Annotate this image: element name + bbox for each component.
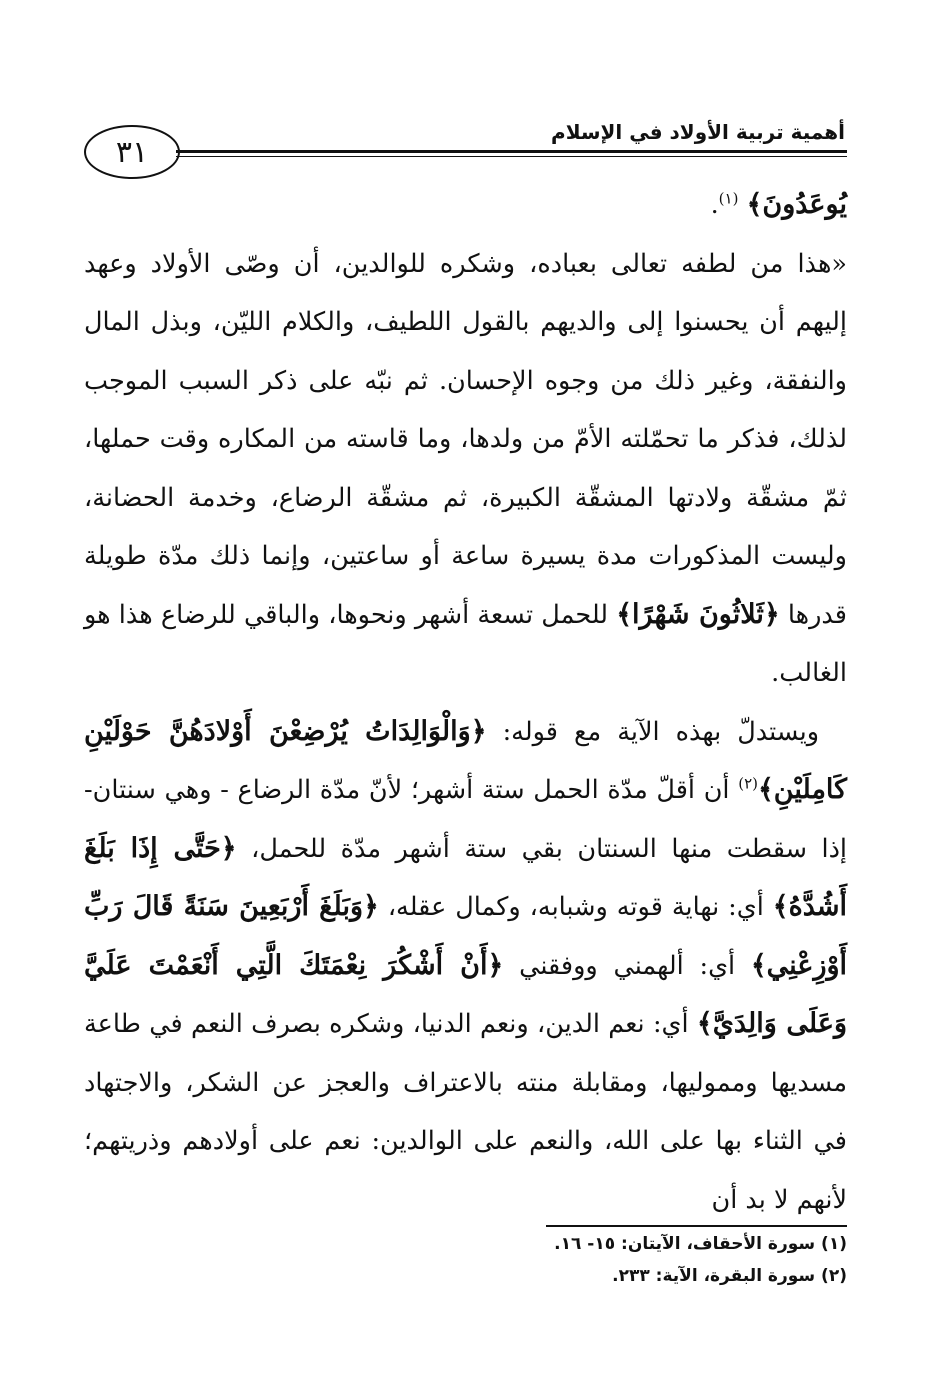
- paragraph-1: [84, 235, 847, 703]
- running-header-title: أهمية تربية الأولاد في الإسلام: [551, 120, 845, 144]
- verse-ending-line: [84, 176, 847, 235]
- page-number: ٣١: [84, 125, 180, 179]
- footnote-rule: [546, 1225, 847, 1227]
- footnotes: [84, 1228, 847, 1292]
- paragraph-2: [84, 703, 847, 1230]
- body-text: [84, 176, 847, 1229]
- footnote-ref-2: (٢): [738, 774, 758, 793]
- paragraph-2-text-d: أي: ألهمني ووفقني: [519, 950, 736, 981]
- paragraph-2-text-a: ويستدلّ بهذه الآية مع قوله:: [502, 716, 820, 747]
- verse-wa-balagha: ﴿وَبَلَغَ أَرْبَعِينَ سَنَةً قَالَ رَبِّ أَوْزِعْنِي﴾: [84, 891, 848, 981]
- paragraph-2-text-b: أن أقلّ مدّة الحمل ستة أشهر؛ لأنّ مدّة الرضاع - وهي سنتان- إذا سقطت منها السنتان بقي ستة أشهر مدّة للحمل،: [84, 775, 848, 864]
- verse-thalathun-shahra: ﴿ثَلاثُونَ شَهْرًا﴾: [616, 598, 780, 630]
- paragraph-2-text-e: أي: نعم الدين، ونعم الدنيا، وشكره بصرف النعم في طاعة مسديها ومموليها، ومقابلة منته بالاعتراف والعجز عن الشكر، والاجتهاد في الثناء بها على الله، والنعم على الوالدين: نعم على أولادهم وذريتهم؛ لأنهم لا بد أن: [84, 1009, 847, 1215]
- period: .: [710, 190, 719, 220]
- paragraph-1-end: للحمل تسعة أشهر ونحوها، والباقي للرضاع هذا هو الغالب.: [84, 599, 847, 688]
- verse-hatta-idha: ﴿حَتَّى إِذَا بَلَغَ أَشُدَّهُ﴾: [84, 832, 848, 922]
- header-rule: [176, 150, 847, 157]
- verse-walidat: ﴿وَالْوَالِدَاتُ يُرْضِعْنَ أَوْلادَهُنَّ حَوْلَيْنِ كَامِلَيْنِ﴾: [84, 715, 847, 805]
- footnote-1: (١) سورة الأحقاف، الآيتان: ١٥- ١٦.: [554, 1234, 847, 1254]
- verse-fragment: يُوعَدُونَ﴾: [746, 189, 847, 220]
- paragraph-2-text-c: أي: نهاية قوته وشبابه، وكمال عقله،: [387, 892, 764, 922]
- verse-an-ashkura: ﴿أَنْ أَشْكُرَ نِعْمَتَكَ الَّتِي أَنْعَمْتَ عَلَيَّ وَعَلَى وَالِدَيَّ﴾: [84, 949, 847, 1039]
- footnote-ref-1: (١): [718, 189, 739, 208]
- paragraph-1-text: «هذا من لطفه تعالى بعباده، وشكره للوالدين، أن وصّى الأولاد وعهد إليهم أن يحسنوا إلى والديهم بالقول اللطيف، والكلام الليّن، وبذل المال والنفقة، وغير ذلك من وجوه الإحسان. ثم نبّه على ذكر السبب الموجب لذلك، فذكر ما تحمّلته الأمّ من ولدها، وما قاسته من المكاره وقت حملها، ثمّ مشقّة ولادتها المشقّة الكبيرة، ثم مشقّة الرضاع، وخدمة الحضانة، وليست المذكورات مدة يسيرة ساعة أو ساعتين، وإنما ذلك مدّة طويلة قدرها: [84, 248, 847, 630]
- footnote-2: (٢) سورة البقرة، الآية: ٢٣٣.: [612, 1266, 847, 1286]
